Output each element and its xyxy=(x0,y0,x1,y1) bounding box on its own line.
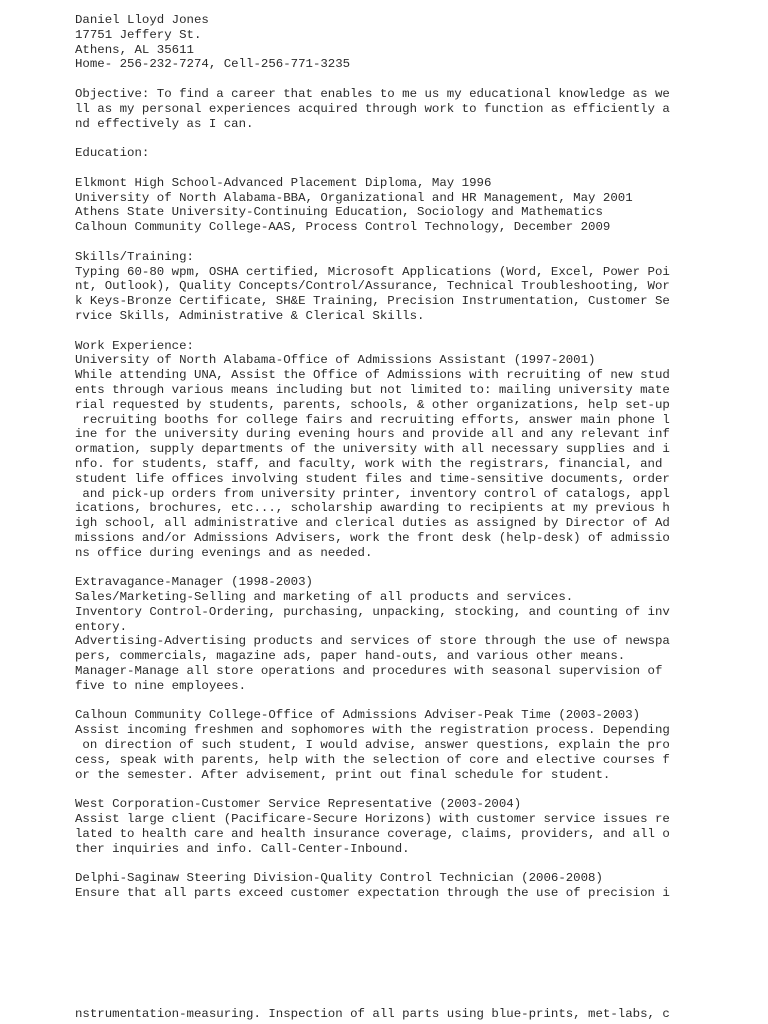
resume-continuation-line: nstrumentation-measuring. Inspection of all parts using blue-prints, met-labs, c xyxy=(75,1007,670,1021)
text-line: missions and/or Admissions Advisers, work the front desk (help-desk) of admissio xyxy=(75,530,670,545)
text-line: ications, brochures, etc..., scholarship awarding to recipients at my previous h xyxy=(75,501,670,516)
text-line: ll as my personal experiences acquired through work to function as efficiently a xyxy=(75,101,670,116)
text-line: While attending UNA, Assist the Office of Admissions with recruiting of new stud xyxy=(75,368,670,383)
text-line: Assist incoming freshmen and sophomores with the registration process. Depending xyxy=(75,723,670,738)
text-line: or the semester. After advisement, print out final schedule for student. xyxy=(75,767,611,782)
text-line: Education: xyxy=(75,146,150,161)
resume-text xyxy=(75,13,670,901)
text-line: lated to health care and health insurance coverage, claims, providers, and all o xyxy=(75,826,670,841)
text-line: Elkmont High School-Advanced Placement Diploma, May 1996 xyxy=(75,175,492,190)
text-line: Typing 60-80 wpm, OSHA certified, Microsoft Applications (Word, Excel, Power Poi xyxy=(75,264,670,279)
text-line: Daniel Lloyd Jones xyxy=(75,13,209,27)
text-line: Advertising-Advertising products and services of store through the use of newspa xyxy=(75,634,670,649)
text-line: Objective: To find a career that enables to me us my educational knowledge as we xyxy=(75,86,670,101)
text-line: Home- 256-232-7274, Cell-256-771-3235 xyxy=(75,57,351,72)
text-line: rvice Skills, Administrative & Clerical Skills. xyxy=(75,308,425,323)
text-line: on direction of such student, I would advise, answer questions, explain the pro xyxy=(75,738,670,753)
text-line: k Keys-Bronze Certificate, SH&E Training, Precision Instrumentation, Customer Se xyxy=(75,294,670,309)
text-line: ine for the university during evening hours and provide all and any relevant inf xyxy=(75,427,670,442)
text-line: Delphi-Saginaw Steering Division-Quality Control Technician (2006-2008) xyxy=(75,871,603,886)
text-line: Work Experience: xyxy=(75,338,194,353)
text-line: student life offices involving student files and time-sensitive documents, order xyxy=(75,471,670,486)
text-line: 17751 Jeffery St. xyxy=(75,27,202,42)
text-line: ns office during evenings and as needed. xyxy=(75,545,373,560)
text-line: and pick-up orders from university printer, inventory control of catalogs, appl xyxy=(75,486,670,501)
text-line: West Corporation-Customer Service Representative (2003-2004) xyxy=(75,797,522,812)
text-line: Calhoun Community College-AAS, Process Control Technology, December 2009 xyxy=(75,220,611,235)
text-line: nd effectively as I can. xyxy=(75,116,254,131)
text-line: University of North Alabama-Office of Admissions Assistant (1997-2001) xyxy=(75,353,596,368)
text-line: pers, commercials, magazine ads, paper hand-outs, and various other means. xyxy=(75,649,626,664)
text-line: nt, Outlook), Quality Concepts/Control/Assurance, Technical Troubleshooting, Wor xyxy=(75,279,670,294)
text-line: Athens, AL 35611 xyxy=(75,42,194,57)
text-line: Sales/Marketing-Selling and marketing of all products and services. xyxy=(75,590,574,605)
text-line: ents through various means including but not limited to: mailing university mate xyxy=(75,382,670,397)
text-line: five to nine employees. xyxy=(75,678,247,693)
text-line: entory. xyxy=(75,619,128,634)
text-line: University of North Alabama-BBA, Organizational and HR Management, May 2001 xyxy=(75,190,633,205)
text-line: Inventory Control-Ordering, purchasing, unpacking, stocking, and counting of inv xyxy=(75,604,670,619)
text-line: Calhoun Community College-Office of Admissions Adviser-Peak Time (2003-2003) xyxy=(75,708,641,723)
text-line: Manager-Manage all store operations and procedures with seasonal supervision of xyxy=(75,664,663,679)
text-line: nfo. for students, staff, and faculty, work with the registrars, financial, and xyxy=(75,456,663,471)
text-line: recruiting booths for college fairs and recruiting efforts, answer main phone l xyxy=(75,412,670,427)
text-line: ormation, supply departments of the university with all necessary supplies and i xyxy=(75,442,670,457)
text-line: rial requested by students, parents, schools, & other organizations, help set-up xyxy=(75,397,670,412)
text-line: ther inquiries and info. Call-Center-Inbound. xyxy=(75,841,410,856)
text-line: Extravagance-Manager (1998-2003) xyxy=(75,575,313,590)
text-line: Ensure that all parts exceed customer expectation through the use of precision i xyxy=(75,886,670,901)
text-line: Assist large client (Pacificare-Secure Horizons) with customer service issues re xyxy=(75,812,670,827)
text-line: cess, speak with parents, help with the selection of core and elective courses f xyxy=(75,752,670,767)
text-line: Athens State University-Continuing Education, Sociology and Mathematics xyxy=(75,205,603,220)
text-line: Skills/Training: xyxy=(75,249,194,264)
text-line: igh school, all administrative and clerical duties as assigned by Director of Ad xyxy=(75,516,670,531)
